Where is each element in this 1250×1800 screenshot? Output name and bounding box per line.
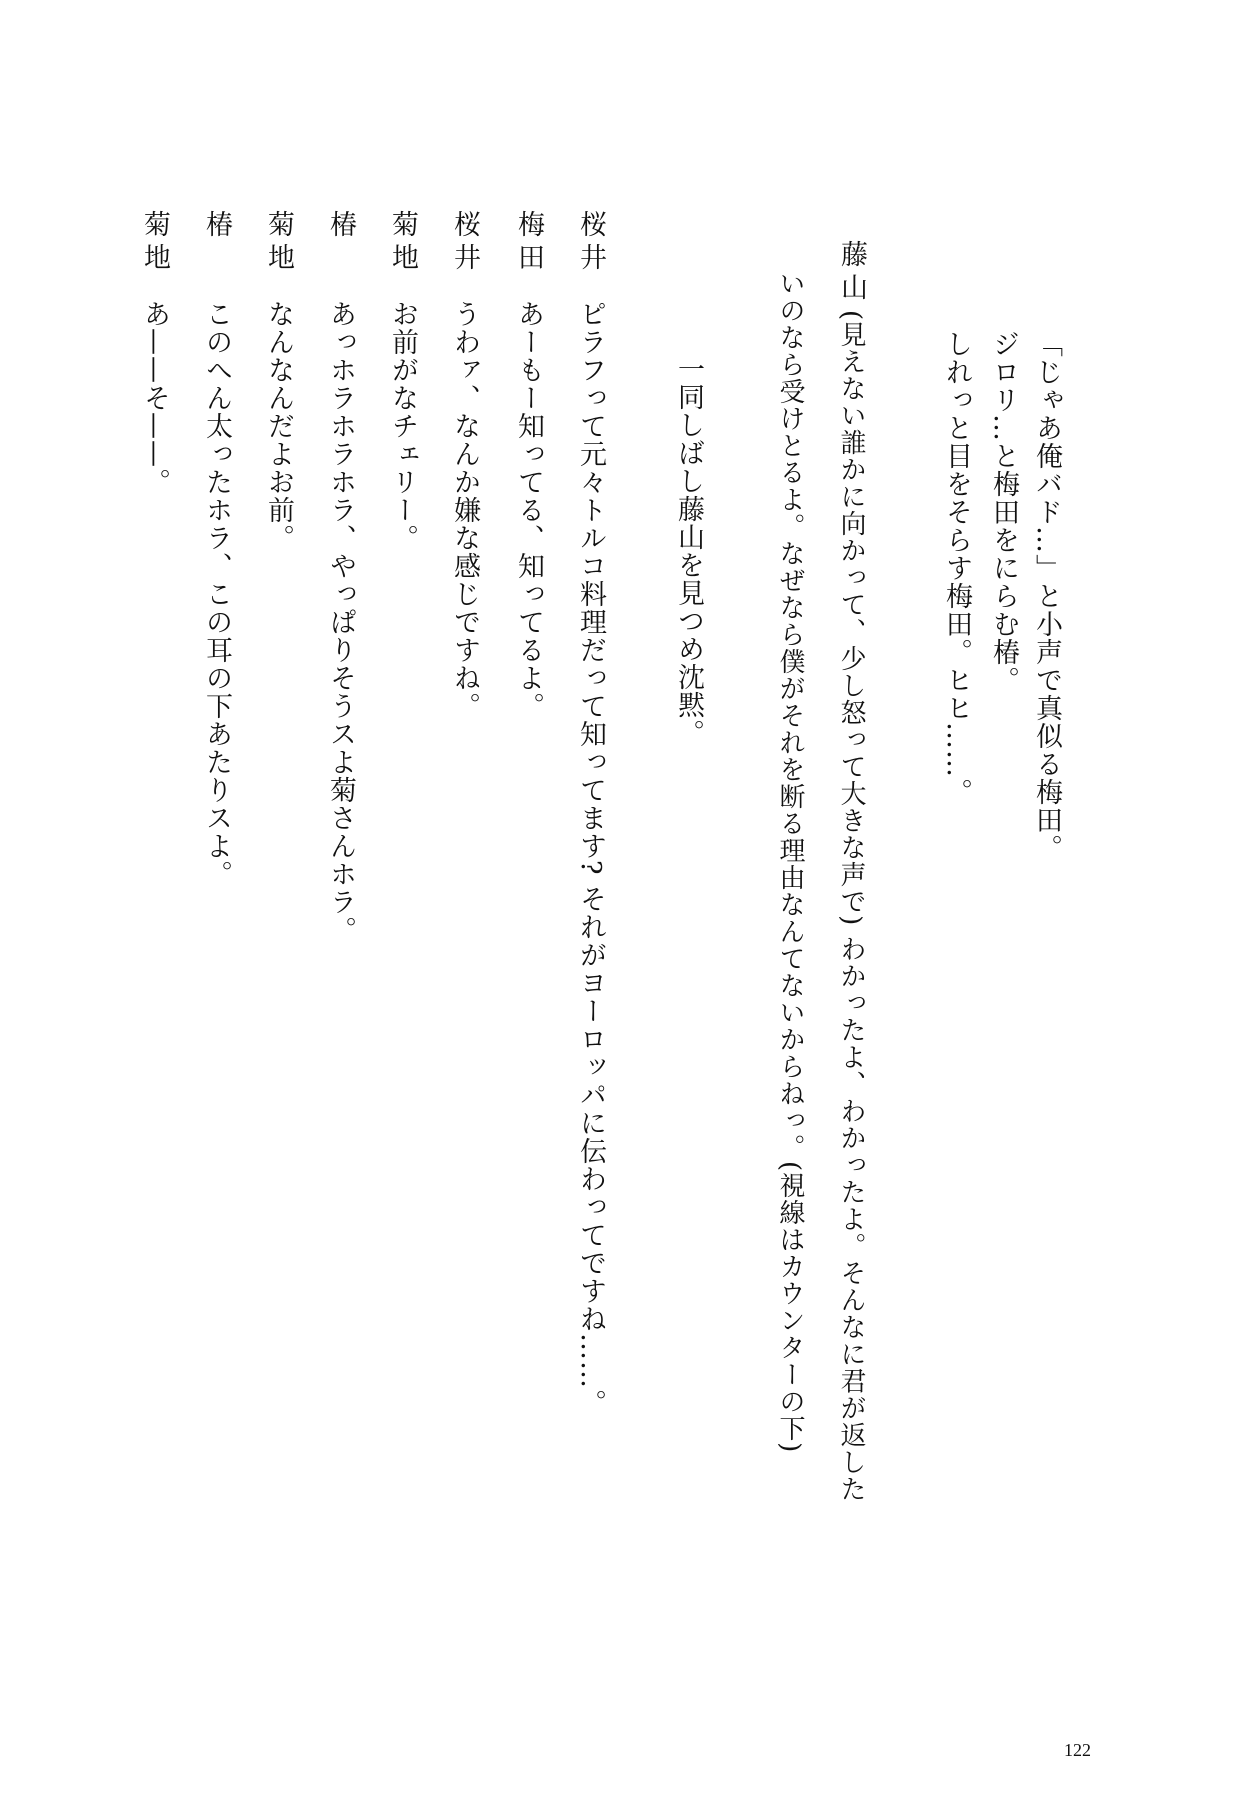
speaker-umeda-1: 梅田 <box>513 210 544 276</box>
dialogue-line-4: お前がなチェリー。 <box>387 300 418 552</box>
speaker-kikuchi-2: 菊地 <box>263 210 294 276</box>
dialogue-line-1: ピラフって元々トルコ料理だって知ってます? それがヨーロッパに伝わってですね……。 <box>575 300 606 1418</box>
speaker-sakurai-1: 桜井 <box>575 210 606 276</box>
stage-direction-silence: 一同しばし藤山を見つめ沈黙。 <box>673 355 704 747</box>
stage-direction-3: しれっと目をそらす梅田。ヒヒ……。 <box>941 330 972 806</box>
page-number: 122 <box>1064 1740 1091 1760</box>
dialogue-line-3: うわァ、なんか嫌な感じですね。 <box>449 300 480 720</box>
speaker-kikuchi-1: 菊地 <box>387 210 418 276</box>
speaker-kikuchi-3: 菊地 <box>139 210 170 276</box>
dialogue-line-6: なんなんだよお前。 <box>263 300 294 552</box>
fujiyama-line-1: (見えない誰かに向かって、少し怒って大きな声で) わかったよ、わかったよ。そんなに君が返した <box>836 310 866 1503</box>
dialogue-line-7: このへん太ったホラ、この耳の下あたりスよ。 <box>201 300 232 888</box>
speaker-tsubaki-2: 椿 <box>201 210 232 243</box>
speaker-tsubaki-1: 椿 <box>325 210 356 243</box>
dialogue-line-8: あ——そ——。 <box>139 300 170 496</box>
fujiyama-line-2: いのなら受けとるよ。なぜなら僕がそれを断る理由なんてないからねっ。(視線はカウンターの下) <box>775 270 805 1454</box>
dialogue-line-2: あーもー知ってる、知ってるよ。 <box>513 300 544 720</box>
speaker-sakurai-2: 桜井 <box>449 210 480 276</box>
stage-direction-1: 「じゃあ俺バド…」と小声で真似る梅田。 <box>1031 330 1062 862</box>
speaker-fujiyama: 藤山 <box>836 240 867 306</box>
dialogue-line-5: あっホラホラホラ、やっぱりそうスよ菊さんホラ。 <box>325 300 356 944</box>
stage-direction-2: ジロリ…と梅田をにらむ椿。 <box>988 330 1019 694</box>
